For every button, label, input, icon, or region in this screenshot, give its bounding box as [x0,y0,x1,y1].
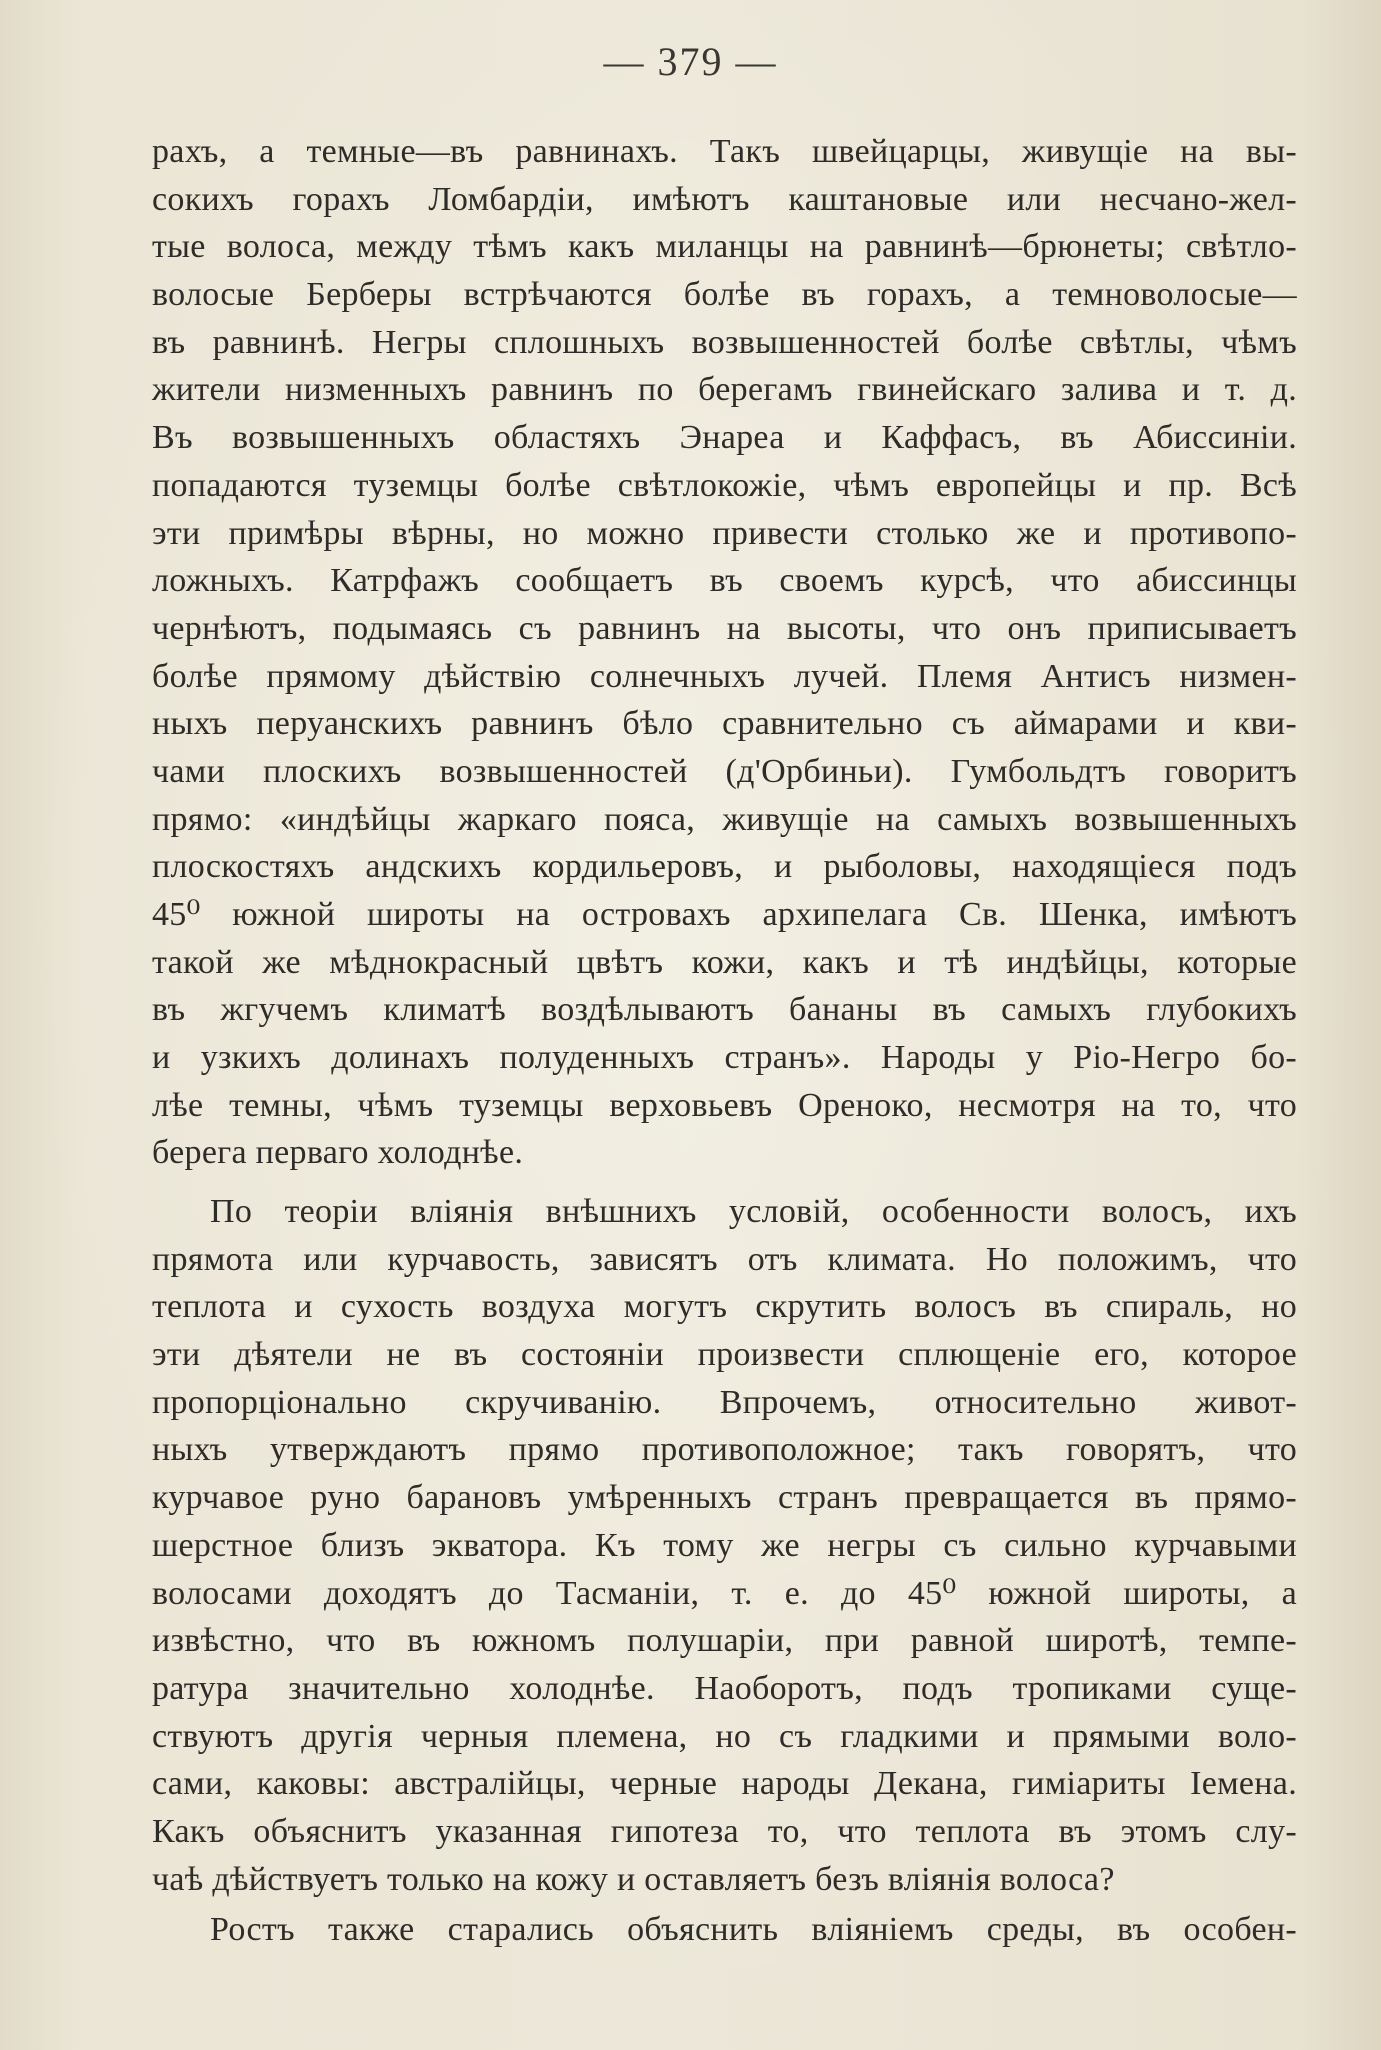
text-line: плоскостяхъ андскихъ кордильеровъ, и рыболовы, находящіеся подъ [152,848,1297,886]
text-line: болѣе прямому дѣйствію солнечныхъ лучей. Племя Антисъ низмен- [152,657,1297,695]
text-line: Какъ объяснитъ указанная гипотеза то, что теплота въ этомъ слу- [152,1812,1297,1850]
text-line: сами, каковы: австралійцы, черные народы Декана, гиміариты Іемена. [152,1765,1297,1803]
text-line: ствуютъ другія черныя племена, но съ гладкими и прямыми воло- [152,1717,1297,1755]
paragraph-3 [152,1906,1297,1954]
page-number: — 379 — [603,39,778,84]
text-line: По теоріи вліянія внѣшнихъ условій, особенности волосъ, ихъ [210,1193,1297,1230]
text-line: такой же мѣднокрасный цвѣтъ кожи, какъ и тѣ индѣйцы, которые [152,943,1297,981]
text-line: извѣстно, что въ южномъ полушаріи, при равной широтѣ, темпе- [152,1622,1297,1660]
text-line: пропорціонально скручиванію. Впрочемъ, относительно живот- [152,1383,1297,1421]
text-line: въ равнинѣ. Негры сплошныхъ возвышенностей болѣе свѣтлы, чѣмъ [152,323,1297,361]
text-line: эти примѣры вѣрны, но можно привести столько же и противопо- [152,514,1297,552]
text-line: попадаются туземцы болѣе свѣтлокожіе, чѣмъ европейцы и пр. Всѣ [152,466,1297,504]
text-line: въ жгучемъ климатѣ воздѣлываютъ бананы въ самыхъ глубокихъ [152,991,1297,1029]
text-line: Ростъ также старались объяснить вліяніемъ среды, въ особен- [210,1911,1297,1948]
text-line: курчавое руно барановъ умѣренныхъ странъ превращается въ прямо- [152,1479,1297,1517]
text-line: эти дѣятели не въ состояніи произвести сплющеніе его, которое [152,1336,1297,1374]
text-line: чаѣ дѣйствуетъ только на кожу и оставляетъ безъ вліянія волоса? [152,1860,1115,1898]
paragraph-1 [152,128,1297,1177]
text-line: прямо: «индѣйцы жаркаго пояса, живущіе на самыхъ возвышенныхъ [152,800,1297,838]
text-line: волосами доходятъ до Тасманіи, т. е. до 45⁰ южной широты, а [152,1574,1297,1612]
text-line: лѣе темны, чѣмъ туземцы верховьевъ Ореноко, несмотря на то, что [152,1086,1297,1124]
text-line: теплота и сухость воздуха могутъ скрутить волосъ въ спираль, но [152,1288,1297,1326]
text-line: волосые Берберы встрѣчаются болѣе въ горахъ, а темноволосые— [152,276,1297,314]
text-line: берега перваго холоднѣе. [152,1134,524,1172]
text-line: шерстное близъ экватора. Къ тому же негры съ сильно курчавыми [152,1526,1297,1564]
text-line: ныхъ перуанскихъ равнинъ бѣло сравнительно съ аймарами и кви- [152,705,1297,743]
text-line: ныхъ утверждаютъ прямо противоположное; такъ говорятъ, что [152,1431,1297,1469]
text-line: чами плоскихъ возвышенностей (д'Орбиньи). Гумбольдтъ говоритъ [152,752,1297,790]
text-line: тые волоса, между тѣмъ какъ миланцы на равнинѣ—брюнеты; свѣтло- [152,228,1297,266]
text-line: чернѣютъ, подымаясь съ равнинъ на высоты, что онъ приписываетъ [152,609,1297,647]
paragraph-2 [152,1188,1297,1903]
text-line: сокихъ горахъ Ломбардіи, имѣютъ каштановые или несчано-жел- [152,180,1297,218]
text-line: рахъ, а темные—въ равнинахъ. Такъ швейцарцы, живущіе на вы- [152,133,1297,170]
text-line: ратура значительно холоднѣе. Наоборотъ, подъ тропиками суще- [152,1669,1297,1707]
text-line: ложныхъ. Катрфажъ сообщаетъ въ своемъ курсѣ, что абиссинцы [152,562,1297,600]
text-line: Въ возвышенныхъ областяхъ Энареа и Каффасъ, въ Абиссиніи. [152,419,1297,457]
text-line: 45⁰ южной широты на островахъ архипелага Св. Шенка, имѣютъ [152,896,1297,933]
text-line: жители низменныхъ равнинъ по берегамъ гвинейскаго залива и т. д. [152,371,1297,409]
text-line: и узкихъ долинахъ полуденныхъ странъ». Народы у Ріо-Негро бо- [152,1039,1297,1077]
text-line: прямота или курчавость, зависятъ отъ климата. Но положимъ, что [152,1240,1297,1278]
